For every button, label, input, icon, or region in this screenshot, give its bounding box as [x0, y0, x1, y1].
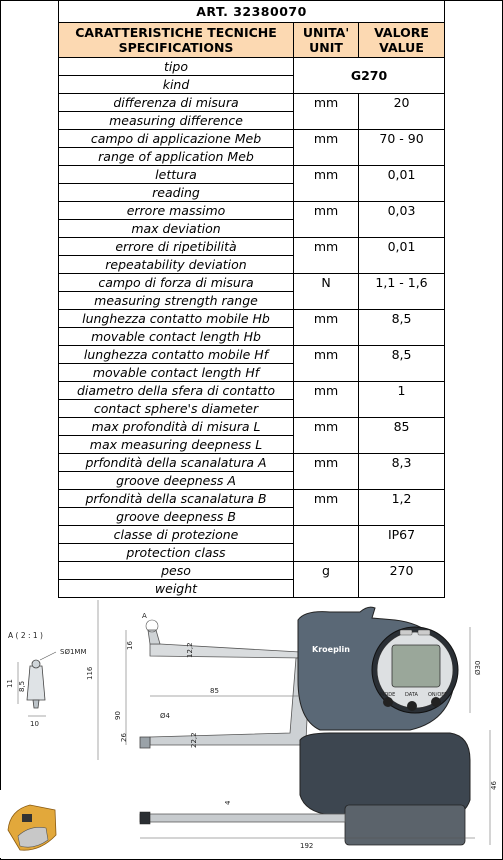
spec-value: 8,5 — [359, 346, 445, 382]
spec-row — [59, 526, 445, 562]
dim-85: 85 — [210, 687, 219, 695]
spec-row — [59, 346, 445, 382]
spec-description — [59, 382, 294, 418]
article-title: ART. 32380070 — [59, 1, 445, 23]
table-header — [59, 23, 445, 58]
spec-value: 0,01 — [359, 238, 445, 274]
spec-label-en: range of application Meb — [98, 149, 254, 164]
spec-label-it: lunghezza contatto mobile Hb — [59, 310, 293, 328]
spec-row — [59, 454, 445, 490]
specifications-table — [58, 0, 445, 598]
dim-22-2: 22,2 — [190, 732, 198, 748]
spec-label-en: measuring strength range — [94, 293, 258, 308]
spec-label-en: repeatability deviation — [105, 257, 247, 272]
spec-unit: mm — [294, 490, 359, 526]
spec-label-en: movable contact length Hb — [91, 329, 261, 344]
spec-unit: N — [294, 274, 359, 310]
spec-row — [59, 418, 445, 454]
spec-unit: mm — [294, 310, 359, 346]
spec-description — [59, 58, 294, 94]
spec-label-it: errore massimo — [59, 202, 293, 220]
spec-value: 1 — [359, 382, 445, 418]
spec-row — [59, 130, 445, 166]
spec-description — [59, 130, 294, 166]
dim-90: 90 — [114, 711, 122, 720]
spec-description — [59, 166, 294, 202]
spec-label-it: prfondità della scanalatura A — [59, 454, 293, 472]
detail-probe — [27, 652, 56, 708]
spec-unit: g — [294, 562, 359, 598]
spec-label-en: contact sphere's diameter — [93, 401, 259, 416]
spec-description — [59, 526, 294, 562]
detail-dim-85: 8,5 — [18, 680, 26, 692]
spec-value: 85 — [359, 418, 445, 454]
gauge-side-view — [140, 733, 470, 845]
spec-unit: mm — [294, 94, 359, 130]
gauge-arm-upper — [148, 630, 303, 658]
dim-46: 46 — [490, 781, 498, 790]
spec-label-en: groove deepness B — [116, 509, 236, 524]
spec-description — [59, 274, 294, 310]
spec-description — [59, 418, 294, 454]
spec-label-it: tipo — [59, 58, 293, 76]
spec-unit: mm — [294, 382, 359, 418]
gauge-arm-lower — [140, 658, 310, 748]
technical-drawing — [0, 600, 503, 858]
spec-label-it: classe di protezione — [59, 526, 293, 544]
spec-row — [59, 310, 445, 346]
spec-label-it: prfondità della scanalatura B — [59, 490, 293, 508]
spec-value: IP67 — [359, 526, 445, 562]
spec-label-it: errore di ripetibilità — [59, 238, 293, 256]
spec-description — [59, 346, 294, 382]
spec-row — [59, 274, 445, 310]
dim-4: 4 — [224, 800, 232, 805]
dim-192: 192 — [300, 842, 314, 850]
mode-button-label: MODE — [380, 692, 396, 698]
spec-value: 8,3 — [359, 454, 445, 490]
spec-value: 20 — [359, 94, 445, 130]
dim-116: 116 — [86, 666, 94, 680]
spec-label-it: lettura — [59, 166, 293, 184]
data-button-label: DATA — [405, 692, 418, 698]
spec-row — [59, 382, 445, 418]
onoff-button-label: ON/OFF — [428, 692, 448, 698]
spec-label-en: max measuring deepness L — [89, 437, 263, 452]
spec-label-en: max deviation — [131, 221, 221, 236]
probe-photo — [0, 790, 62, 858]
spec-label-en: measuring difference — [109, 113, 243, 128]
spec-value: 1,2 — [359, 490, 445, 526]
spec-label-it: differenza di misura — [59, 94, 293, 112]
spec-value: G270 — [294, 58, 445, 94]
detail-sphere-label: SØ1MM — [60, 648, 87, 656]
spec-row — [59, 166, 445, 202]
spec-label-it: campo di applicazione Meb — [59, 130, 293, 148]
spec-label-en: movable contact length Hf — [92, 365, 260, 380]
spec-unit: mm — [294, 454, 359, 490]
spec-value: 0,03 — [359, 202, 445, 238]
dim-12-2: 12,2 — [186, 642, 194, 658]
spec-description — [59, 454, 294, 490]
spec-label-it: peso — [59, 562, 293, 580]
gauge-body — [298, 607, 458, 730]
spec-description — [59, 202, 294, 238]
spec-value: 0,01 — [359, 166, 445, 202]
spec-label-it: max profondità di misura L — [59, 418, 293, 436]
spec-unit: mm — [294, 130, 359, 166]
header-specifications: CARATTERISTICHE TECNICHE SPECIFICATIONS — [59, 23, 294, 58]
spec-row — [59, 58, 445, 94]
detail-dim-11: 11 — [6, 679, 14, 688]
spec-label-en: groove deepness A — [116, 473, 236, 488]
spec-unit: mm — [294, 238, 359, 274]
spec-description — [59, 490, 294, 526]
header-unit: UNITA' UNIT — [294, 23, 359, 58]
spec-value: 70 - 90 — [359, 130, 445, 166]
detail-dim-10: 10 — [30, 720, 39, 728]
spec-label-en: reading — [152, 185, 200, 200]
spec-unit: mm — [294, 202, 359, 238]
spec-description — [59, 238, 294, 274]
brand-label: Kroeplin — [312, 645, 350, 654]
spec-description — [59, 562, 294, 598]
spec-description — [59, 310, 294, 346]
spec-value: 1,1 - 1,6 — [359, 274, 445, 310]
spec-unit: mm — [294, 166, 359, 202]
spec-row — [59, 202, 445, 238]
spec-row — [59, 238, 445, 274]
callout-a: A — [142, 612, 147, 620]
dim-diameter-30: Ø30 — [474, 660, 482, 675]
spec-label-en: kind — [162, 77, 190, 92]
dim-16: 16 — [126, 641, 134, 650]
spec-label-it: lunghezza contatto mobile Hf — [59, 346, 293, 364]
spec-value: 270 — [359, 562, 445, 598]
spec-label-en: protection class — [126, 545, 226, 560]
spec-row — [59, 490, 445, 526]
spec-row — [59, 562, 445, 598]
spec-unit: mm — [294, 418, 359, 454]
header-value: VALORE VALUE — [359, 23, 445, 58]
spec-label-it: diametro della sfera di contatto — [59, 382, 293, 400]
spec-label-en: weight — [154, 581, 198, 596]
spec-unit — [294, 526, 359, 562]
dim-diameter-4: Ø4 — [160, 712, 170, 720]
dim-26: 26 — [120, 733, 128, 742]
detail-label: A ( 2 : 1 ) — [8, 631, 43, 640]
spec-label-it: campo di forza di misura — [59, 274, 293, 292]
spec-description — [59, 94, 294, 130]
spec-row — [59, 94, 445, 130]
spec-value: 8,5 — [359, 310, 445, 346]
spec-unit: mm — [294, 346, 359, 382]
